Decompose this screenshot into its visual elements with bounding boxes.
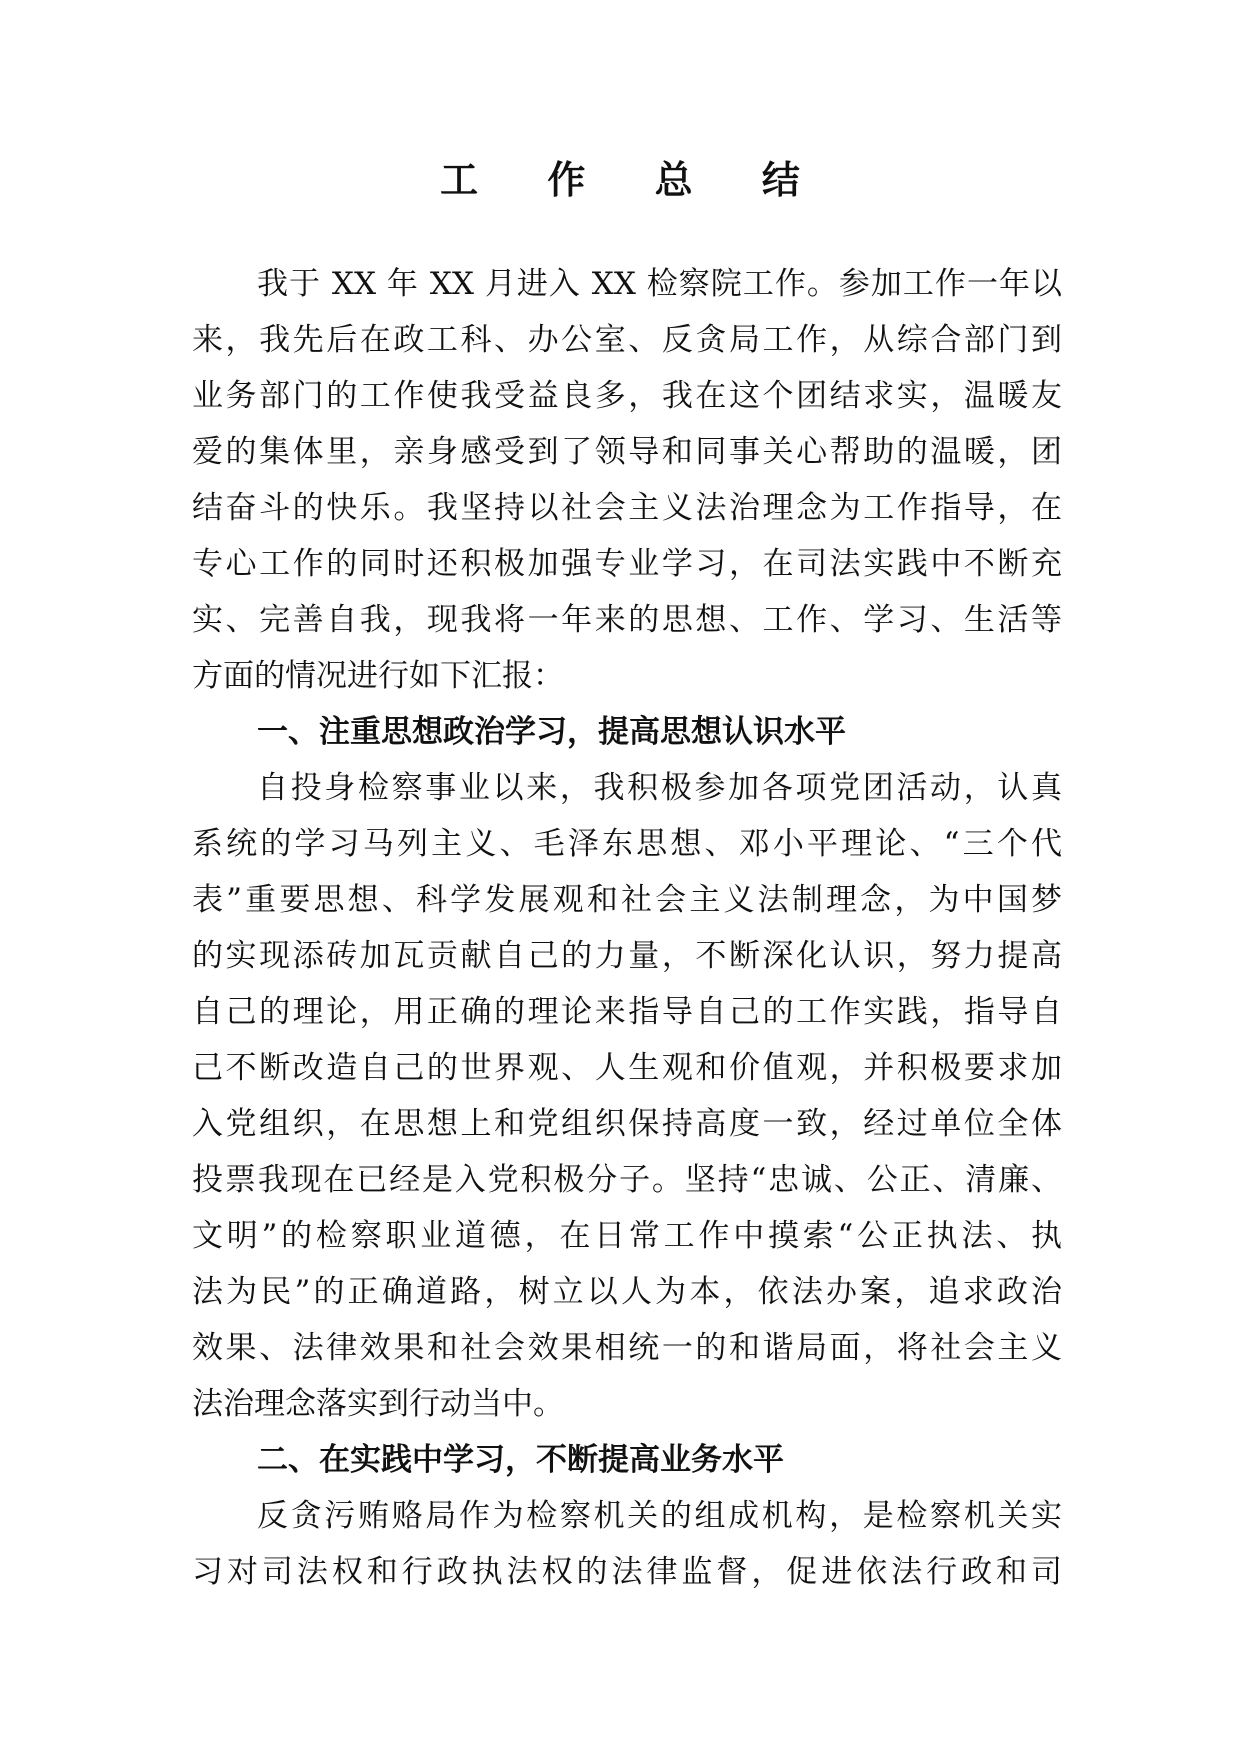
paragraph-line: 反贪污贿赂局作为检察机关的组成机构，是检察机关实 xyxy=(257,1498,1062,1534)
paragraph-line: 己不断改造自己的世界观、人生观和价值观，并积极要求加 xyxy=(192,1050,1062,1086)
paragraph-line: 方面的情况进行如下汇报： xyxy=(192,658,564,694)
document-body xyxy=(192,256,1062,1600)
paragraph-line: 习对司法权和行政执法权的法律监督，促进依法行政和司 xyxy=(192,1554,1062,1590)
paragraph-line: 我于 XX 年 XX 月进入 XX 检察院工作。参加工作一年以 xyxy=(257,266,1062,302)
paragraph-line: 表”重要思想、科学发展观和社会主义法制理念，为中国梦 xyxy=(192,882,1062,918)
paragraph-line: 结奋斗的快乐。我坚持以社会主义法治理念为工作指导，在 xyxy=(192,490,1062,526)
paragraph-line: 自己的理论，用正确的理论来指导自己的工作实践，指导自 xyxy=(192,994,1062,1030)
paragraph-line: 法为民”的正确道路，树立以人为本，依法办案，追求政治 xyxy=(192,1274,1062,1310)
paragraph-line: 业务部门的工作使我受益良多，我在这个团结求实，温暖友 xyxy=(192,378,1062,414)
paragraph-line: 入党组织，在思想上和党组织保持高度一致，经过单位全体 xyxy=(192,1106,1062,1142)
paragraph-line: 爱的集体里，亲身感受到了领导和同事关心帮助的温暖，团 xyxy=(192,434,1062,470)
paragraph-line: 投票我现在已经是入党积极分子。坚持“忠诚、公正、清廉、 xyxy=(192,1162,1062,1198)
paragraph-line: 系统的学习马列主义、毛泽东思想、邓小平理论、“三个代 xyxy=(192,826,1062,862)
paragraph-line: 法治理念落实到行动当中。 xyxy=(192,1386,564,1422)
paragraph-line: 效果、法律效果和社会效果相统一的和谐局面，将社会主义 xyxy=(192,1330,1062,1366)
section-heading: 二、在实践中学习，不断提高业务水平 xyxy=(257,1442,784,1478)
paragraph-line: 的实现添砖加瓦贡献自己的力量，不断深化认识，努力提高 xyxy=(192,938,1062,974)
paragraph-line: 实、完善自我，现我将一年来的思想、工作、学习、生活等 xyxy=(192,602,1062,638)
paragraph-line: 专心工作的同时还积极加强专业学习，在司法实践中不断充 xyxy=(192,546,1062,582)
paragraph-line: 文明”的检察职业道德，在日常工作中摸索“公正执法、执 xyxy=(192,1218,1062,1254)
section-heading: 一、注重思想政治学习，提高思想认识水平 xyxy=(257,714,846,750)
paragraph-line: 自投身检察事业以来，我积极参加各项党团活动，认真 xyxy=(257,770,1062,806)
document-title: 工 作 总 结 xyxy=(440,157,828,202)
paragraph-line: 来，我先后在政工科、办公室、反贪局工作，从综合部门到 xyxy=(192,322,1062,358)
